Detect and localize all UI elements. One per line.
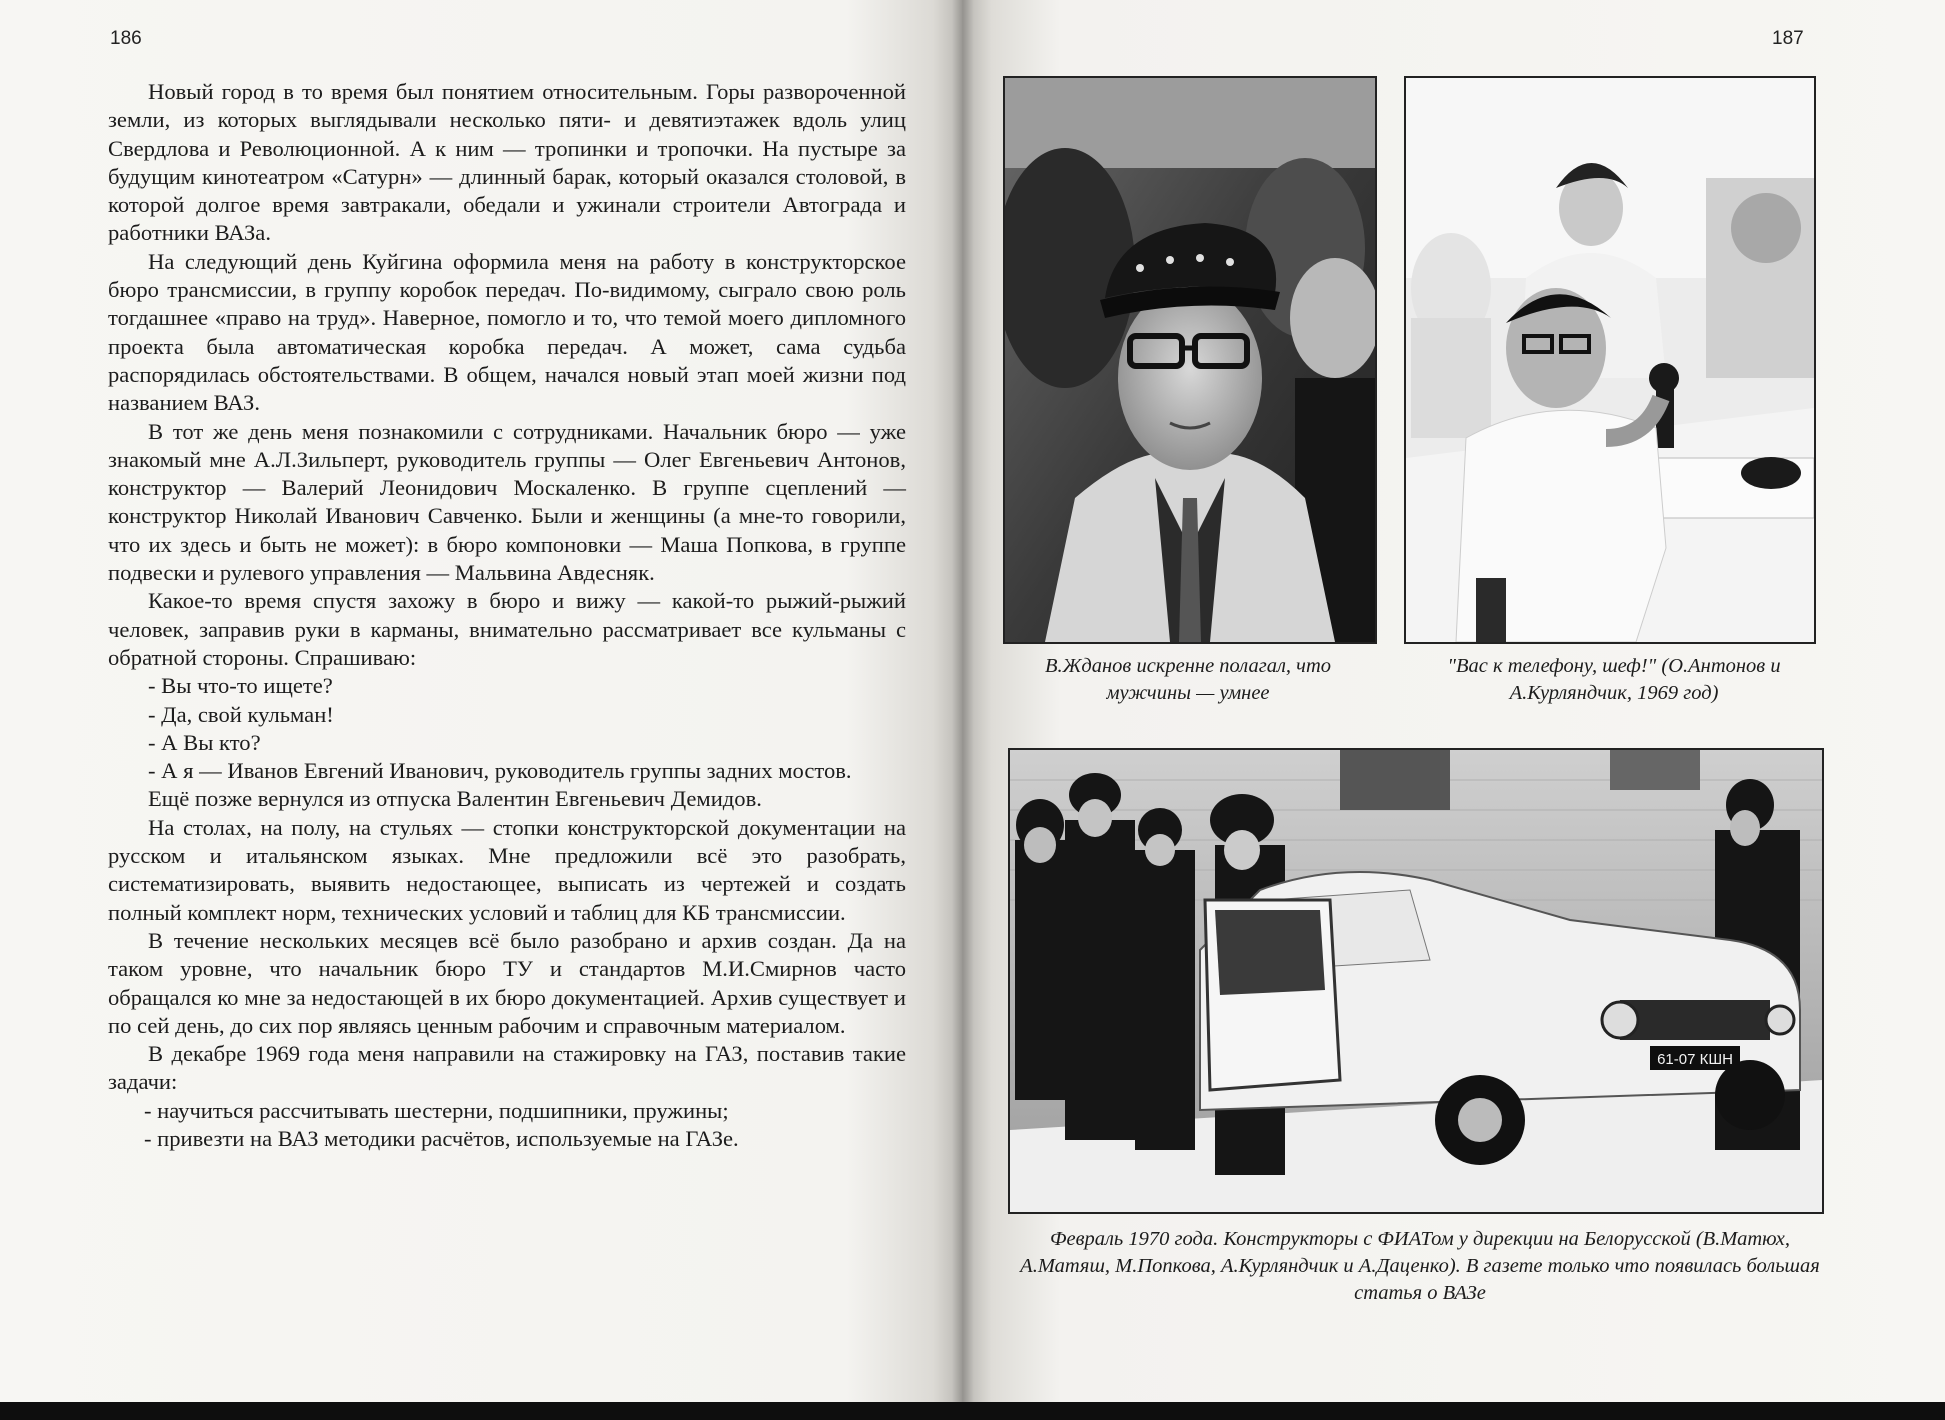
paragraph: На следующий день Куйгина оформила меня на работу в конструкторское бюро трансмиссии, в группу коробок передач. По-видимому, сыграло свою роль тогдашнее «право на труд». Наверное, помогло и то, что темой моего дипломного проекта была автоматическая коробка передач. А может, сама судьба распорядилась обстоятельствами. В общем, начался новый этап моей жизни под названием ВАЗ. [108, 248, 906, 416]
paragraph: Какое-то время спустя захожу в бюро и вижу — какой-то рыжий-рыжий человек, заправив руки в карманы, внимательно рассматривает все кульманы с обратной стороны. Спрашиваю: [108, 588, 906, 670]
paragraph: Ещё позже вернулся из отпуска Валентин Евгеньевич Демидов. [148, 786, 762, 812]
paragraph: На столах, на полу, на стульях — стопки конструкторской документации на русском и итальянском языках. Мне предложили всё это разобрать, систематизировать, выявить недостающее, выписать из чертежей и создать полный комплект норм, технических условий и таблиц для КБ трансмиссии. [108, 814, 906, 925]
caption-photo-right: "Вас к телефону, шеф!" (О.Антонов и А.Курляндчик, 1969 год) [1447, 655, 1781, 704]
paragraph: Новый город в то время был понятием относительным. Горы развороченной земли, из которых выглядывали несколько пяти- и девятиэтажек вдоль улиц Свердлова и Революционной. А к ним — тропинки и тропочки. На пустыре за будущим кинотеатром «Сатурн» — длинный барак, который оказался столовой, в которой долгое время завтракали, обедали и ужинали строители Автограда и работники ВАЗа. [108, 79, 906, 246]
left-page [0, 0, 962, 1402]
book-gutter [952, 0, 974, 1402]
photo-fiat-group [1008, 748, 1824, 1214]
car-group-illustration [1010, 750, 1822, 1212]
photo-telephone-desk [1404, 76, 1816, 644]
page-number-right: 187 [1772, 28, 1804, 49]
paragraph: В течение нескольких месяцев всё было разобрано и архив создан. Да на таком уровне, что начальник бюро ТУ и стандартов М.И.Смирнов часто обращался ко мне за недостающей в их бюро документацией. Архив существует и по сей день, до сих пор являясь ценным рабочим и справочным материалом. [108, 927, 906, 1038]
car-plate-text: 61-07 КШН [1657, 1051, 1733, 1068]
paragraph: В декабре 1969 года меня направили на стажировку на ГАЗ, поставив такие задачи: [108, 1041, 906, 1095]
caption-photo-left: В.Жданов искренне полагал, что мужчины — умнее [1044, 655, 1332, 704]
desk-illustration [1406, 78, 1814, 642]
book-bottom-edge [0, 1402, 1945, 1420]
paragraph: - Вы что-то ищете? [148, 673, 333, 699]
photo-zhdanov-portrait [1003, 76, 1377, 644]
body-text [108, 78, 906, 1153]
paragraph: - привезти на ВАЗ методики расчётов, используемые на ГАЗе. [144, 1125, 739, 1151]
paragraph: - А Вы кто? [148, 729, 261, 755]
paragraph: - А я — Иванов Евгений Иванович, руководитель группы задних мостов. [148, 758, 852, 784]
portrait-illustration [1005, 78, 1375, 642]
page-number-left: 186 [110, 28, 142, 49]
paragraph: - научиться рассчитывать шестерни, подшипники, пружины; [144, 1097, 729, 1123]
paragraph: - Да, свой кульман! [148, 701, 334, 727]
caption-photo-bottom: Февраль 1970 года. Конструкторы с ФИАТом у дирекции на Белорусской (В.Матюх, А.Матяш, М.Попкова, А.Курляндчик и А.Даценко). В газете только что появилась большая статья о ВАЗе [1020, 1228, 1820, 1304]
paragraph: В тот же день меня познакомили с сотрудниками. Начальник бюро — уже знакомый мне А.Л.Зильперт, руководитель группы — Олег Евгеньевич Антонов, конструктор — Валерий Леонидович Москаленко. В группе сцеплений — конструктор Николай Иванович Савченко. Были и женщины (а мне-то говорили, что их здесь и быть не может): в бюро компоновки — Маша Попкова, в группе подвески и рулевого управления — Мальвина Авдесняк. [108, 418, 906, 586]
